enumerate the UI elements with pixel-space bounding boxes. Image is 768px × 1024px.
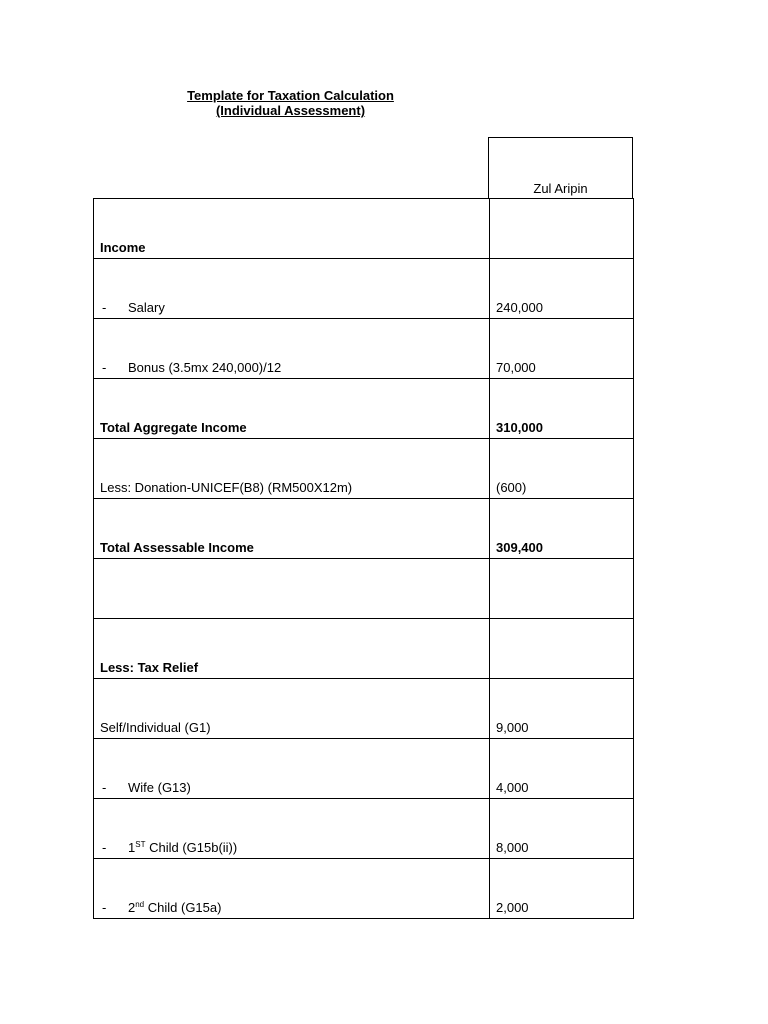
table-row (94, 559, 634, 619)
row-label-cell (94, 859, 490, 919)
row-value-cell (490, 439, 634, 499)
row-label: Salary (128, 300, 165, 315)
row-value-cell (490, 799, 634, 859)
row-label: 2 (128, 900, 136, 915)
row-value: 309,400 (496, 540, 543, 555)
table-row (94, 799, 634, 859)
row-label-cell (94, 799, 490, 859)
bullet-dash: - (102, 840, 107, 855)
bullet-dash: - (102, 780, 107, 795)
row-value: (600) (496, 480, 527, 495)
row-label: Total Aggregate Income (100, 420, 247, 435)
row-value-cell (490, 859, 634, 919)
row-label-cell (94, 619, 490, 679)
row-label: 1 (128, 840, 136, 855)
table-row (94, 679, 634, 739)
column-header-name: Zul Aripin (533, 181, 588, 196)
row-label-cell (94, 739, 490, 799)
row-value: 240,000 (496, 300, 543, 315)
table-row (94, 379, 634, 439)
row-label: Income (100, 240, 146, 255)
row-label-cell (94, 559, 490, 619)
row-value: 2,000 (496, 900, 529, 915)
table-row (94, 199, 634, 259)
row-label: Total Assessable Income (100, 540, 254, 555)
row-value-cell (490, 739, 634, 799)
row-value: 4,000 (496, 780, 529, 795)
row-value: 8,000 (496, 840, 529, 855)
tax-calculation-table (93, 198, 634, 919)
row-label-cell (94, 679, 490, 739)
table-row (94, 499, 634, 559)
ordinal-superscript: ST (135, 840, 146, 849)
table-row (94, 319, 634, 379)
row-label-suffix: Child (G15a) (144, 900, 222, 915)
bullet-dash: - (102, 900, 107, 915)
bullet-dash: - (102, 360, 107, 375)
document-title (92, 88, 489, 118)
row-value: 70,000 (496, 360, 536, 375)
row-value-cell (490, 559, 634, 619)
row-label-cell (94, 499, 490, 559)
row-value: 310,000 (496, 420, 543, 435)
row-label-cell (94, 379, 490, 439)
row-label: Self/Individual (G1) (100, 720, 211, 735)
bullet-dash: - (102, 300, 107, 315)
row-label-cell (94, 319, 490, 379)
table-row (94, 619, 634, 679)
title-line-2: (Individual Assessment) (215, 103, 366, 118)
row-value: 9,000 (496, 720, 529, 735)
row-label: Bonus (3.5mx 240,000)/12 (128, 360, 282, 375)
row-label-suffix: Child (G15b(ii)) (145, 840, 238, 855)
table-row (94, 739, 634, 799)
row-value-cell (490, 619, 634, 679)
row-value-cell (490, 499, 634, 559)
row-value-cell (490, 259, 634, 319)
title-line-1: Template for Taxation Calculation (187, 88, 394, 103)
row-label-cell (94, 439, 490, 499)
column-header-cell (488, 137, 633, 198)
row-value-cell (490, 319, 634, 379)
row-label: Less: Donation-UNICEF(B8) (RM500X12m) (100, 480, 353, 495)
row-label: Wife (G13) (128, 780, 191, 795)
row-label-cell (94, 199, 490, 259)
row-value-cell (490, 199, 634, 259)
row-value-cell (490, 379, 634, 439)
row-value-cell (490, 679, 634, 739)
table-row (94, 259, 634, 319)
table-row (94, 439, 634, 499)
ordinal-superscript: nd (135, 900, 145, 909)
table-row (94, 859, 634, 919)
row-label: Less: Tax Relief (100, 660, 199, 675)
row-label-cell (94, 259, 490, 319)
